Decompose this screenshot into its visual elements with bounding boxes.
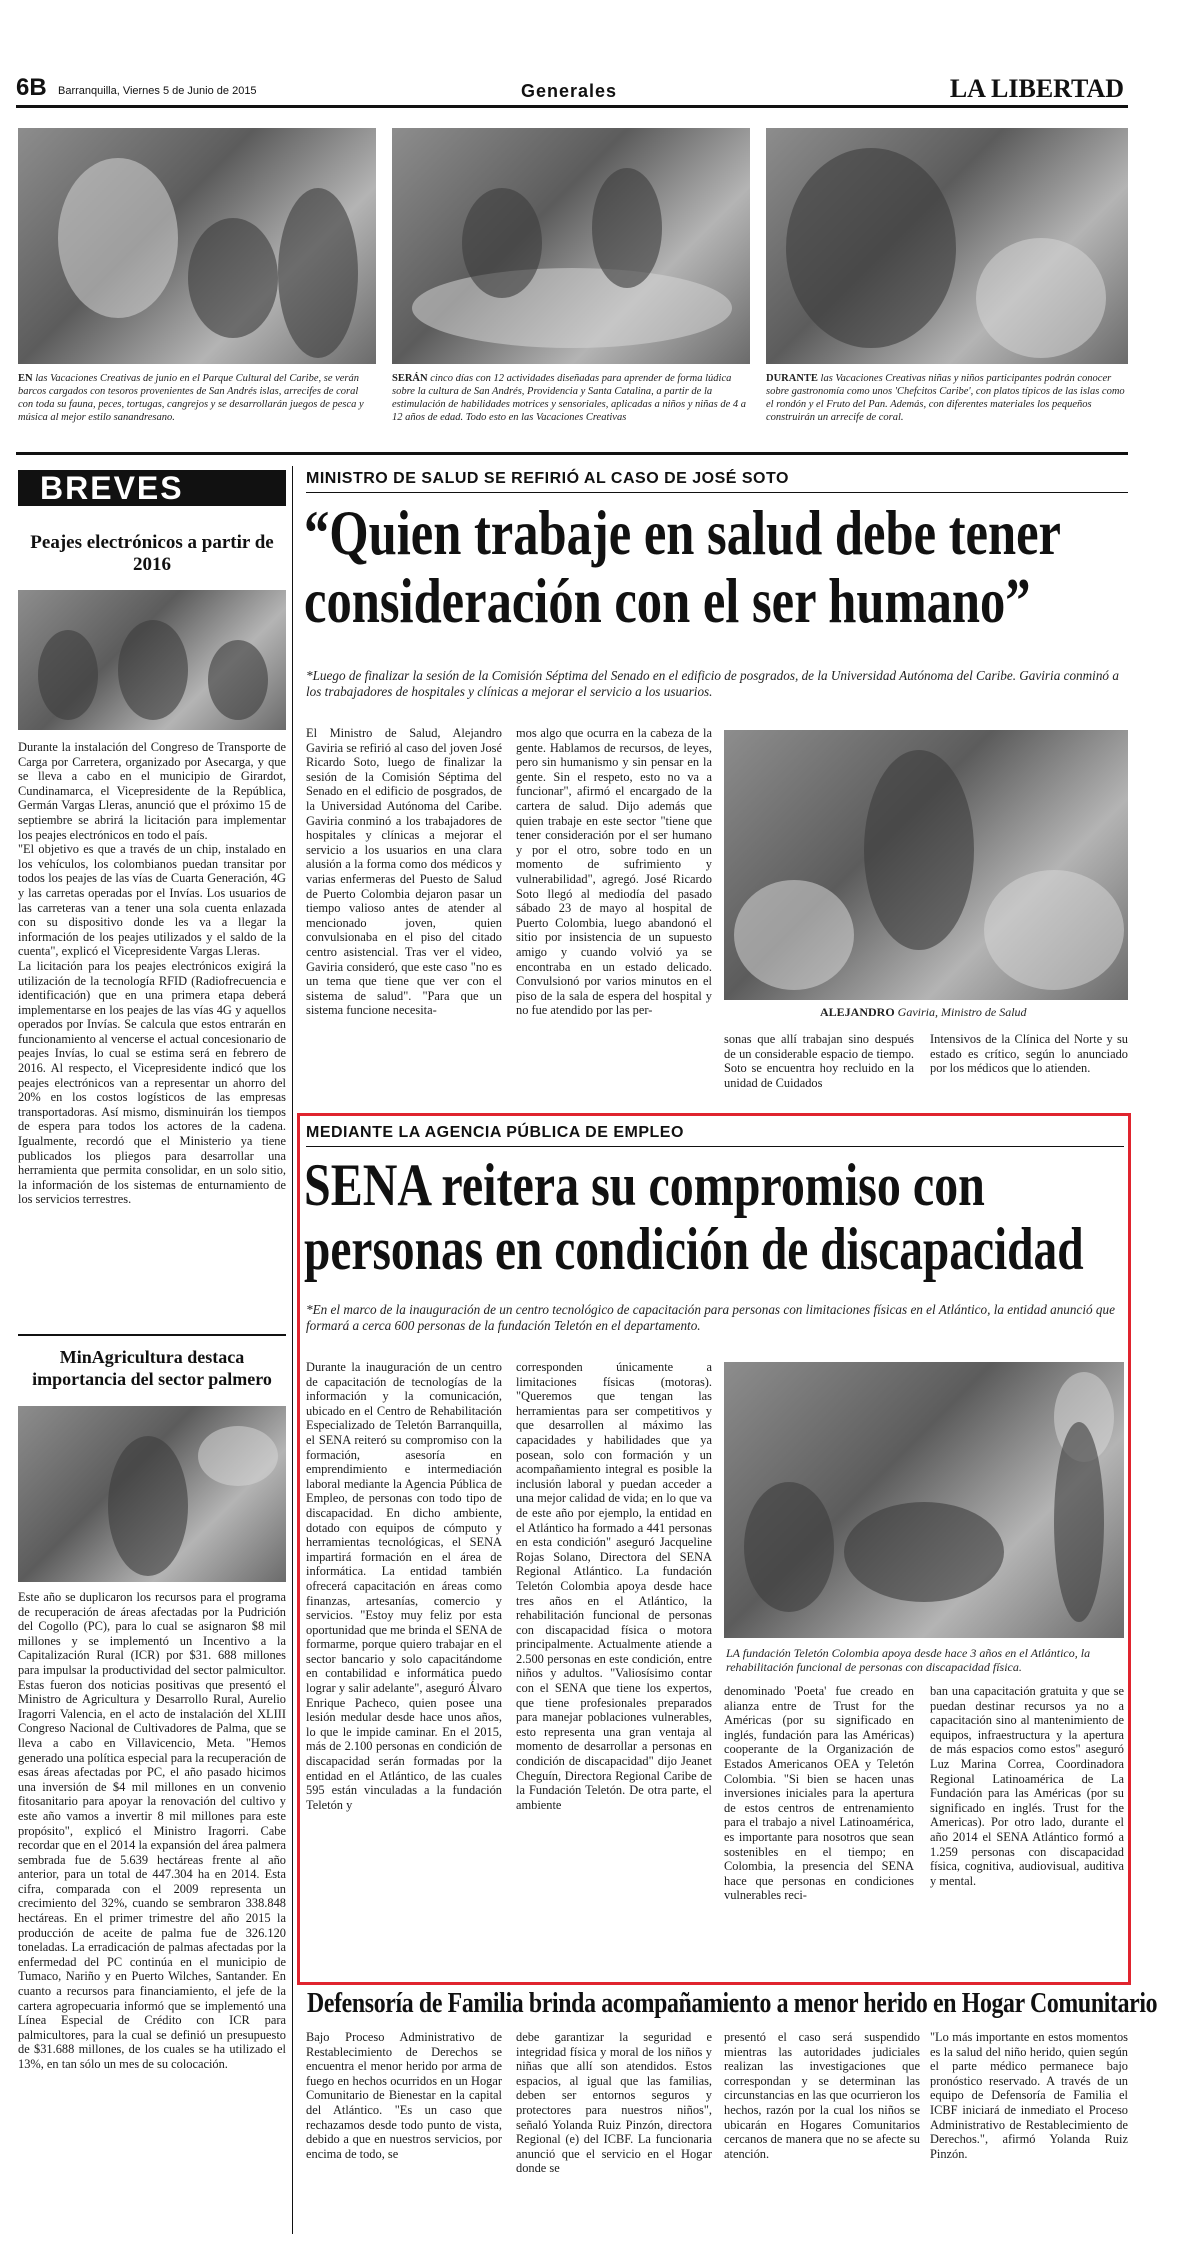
article2-headline-line2: personas en condición de discapacidad xyxy=(304,1216,1084,1282)
photo-chefcitos-caribe xyxy=(766,128,1128,364)
photo-congreso-palma xyxy=(18,1406,286,1582)
article1-kicker-rule xyxy=(306,492,1128,493)
article2-deck: *En el marco de la inauguración de un centro tecnológico de capacitación para personas con limitaciones físicas en el Atlántico, la entidad anunció que formará a cerca 600 personas de la fundación Teletón en el departamento. xyxy=(306,1302,1115,1333)
article3-col3: presentó el caso será suspendido mientras las autoridades judiciales realizan las investigaciones que correspondan y se determinan las circunstancias en las que ocurrieron los hechos, razón por la cual los niños se ubicarán en Hogares Comunitarios cercanos de manera que no se afecte su atención. xyxy=(724,2030,920,2161)
article1-deck: *Luego de finalizar la sesión de la Comisión Séptima del Senado en el edificio de posgrados, de la Universidad Autónoma del Caribe. Gaviria conminó a los trabajadores de hospitales y clínicas a mejorar el servicio a los usuarios. xyxy=(306,668,1119,699)
photo-congreso-transporte xyxy=(18,590,286,730)
breves-item2-title: MinAgricultura destaca importancia del sector palmero xyxy=(32,1347,272,1389)
article2-col3: denominado 'Poeta' fue creado en alianza entre de Trust for the Américas (por su significado en inglés, fundación para las Américas) cooperante de la Organización de Estados Americanos OEA y Teletón Colombia. "Si bien se hacen unas inversiones iniciales para la apertura de estos centros de entrenamiento para el trabajo a nivel Latinoamérica, es importante para nosotros que sean sostenibles en el tiempo; en Colombia, la presencia del SENA hace que personas en condiciones vulnerables reci- xyxy=(724,1684,914,1903)
article1-headline-line1: “Quien trabaje en salud debe tener xyxy=(304,497,1061,568)
article1-col1: El Ministro de Salud, Alejandro Gaviria se refirió al caso del joven José Ricardo Soto, luego de finalizar la sesión de la Comisión Séptima del Senado en el edificio de posgrados, de la Universidad Autónoma del Caribe. Gaviria conminó a los trabajadores de hospitales y clínicas a mejorar el servicio a los usuarios en una clara alusión a la forma como dos médicos y varias enfermeras del Puesto de Salud de Puerto Colombia dejaron pasar un tiempo valioso antes de atender al mencionado joven, quien convulsionaba en el piso del citado centro asistencial. Tras ver el video, Gaviria consideró, que este caso "no es un tema que tiene que ver con el sistema de salud". "Para que un sistema funcione necesita- xyxy=(306,726,502,1018)
article3-col2: debe garantizar la seguridad e integridad física y moral de los niños y niñas que allí son atendidos. Estos espacios, al igual que las familias, deben ser entornos seguros y protectores para nuestros niños", señaló Yolanda Ruiz Pinzón, directora Regional (e) del ICBF. La funcionaria anunció que el servicio en el Hogar donde se xyxy=(516,2030,712,2176)
article3-col1: Bajo Proceso Administrativo de Restablecimiento de Derechos se encuentra el menor herido por arma de fuego en hechos ocurridos en un Hogar Comunitario de Bienestar en la capital del Atlántico. "Es un caso que rechazamos desde todo punto de vista, debido a que en nuestros servicios, por encima de todo, se xyxy=(306,2030,502,2161)
photo-san-andres-actividades xyxy=(392,128,750,364)
page-number: 6B xyxy=(16,74,47,101)
article2-col1: Durante la inauguración de un centro de capacitación de tecnologías de la información y la comunicación, ubicado en el Centro de Rehabilitación Especializado de Teletón Barranquilla, el SENA reiteró su compromiso con la formación, asesoría en emprendimiento e intermediación laboral mediante la Agencia Pública de Empleo, de personas con todo tipo de discapacidad. En dicho ambiente, dotado con equipos de cómputo y herramientas tecnológicas, el SENA impartirá formación en el área de informática. La entidad también ofrecerá capacitación en áreas como finanzas, artesanías, comercio y servicios. "Estoy muy feliz por esta oportunidad que me brinda el SENA de formarme, porque quiero trabajar en el sector bancario y solo capacitándome en contabilidad e informática puedo lograr y salir adelante", aseguró Álvaro Enrique Pacheco, quien posee una lesión medular desde hace unos años, lo que le impide caminar. En el 2015, más de 2.100 personas en condición de discapacidad serán formadas por la entidad en el Atlántico, de las cuales 595 están vinculadas a la fundación Teletón y xyxy=(306,1360,502,1812)
photo-caption-1: EN las Vacaciones Creativas de junio en el Parque Cultural del Caribe, se verán barcos cargados con tesoros provenientes de San Andrés islas, arrecifes de coral con toda su fauna, peces, tortugas, cangrejos y se desarrollarán juegos de pesca y música al mejor estilo sanandresano. xyxy=(18,373,364,423)
newspaper-name: LA LIBERTAD xyxy=(949,74,1124,103)
breves-item1-body: Durante la instalación del Congreso de Transporte de Carga por Carretera, organizado por Asecarga, y que se lleva a cabo en el municipio de Girardot, Cundinamarca, el Vicepresidente de la República, Germán Vargas Lleras, anunció que el próximo 15 de septiembre se abrirá la licitación para implementar los peajes electrónicos en todo el país. "El objetivo es que a través de un chip, instalado en los vehículos, los colombianos puedan transitar por todos los peajes de las vías de Cuarta Generación, 4G y las carretas operadas por el Invías. Los usuarios de las carreteras van a tener una sola cuenta enlazada con su dispositivo donde les va a llegar la información de los peajes utilizados y el saldo de la cuenta", explicó el Vicepresidente Vargas Lleras. La licitación para los peajes electrónicos exigirá la utilización de la tecnología RFID (Radiofrecuencia e identificación) que en una primera etapa deberá implementarse en los peajes de las vías 4G y aquellos operados por Invías. Se calcula que estos entrarán en funcionamiento al vencerse el actual concesionario de peajes Invías, lo cual se estima será en febrero de 2016. Al respecto, el Vicepresidente indicó que los peajes electrónicos van a representar un ahorro del 20% en los costos logísticos de las empresas transportadoras. Así mismo, disminuirán los tiempos de espera para todos los actores de la cadena. Igualmente, recordó que el Ministerio ya tiene publicados los pliegos para desarrollar una herramienta que permita consolidar, en un solo sitio, la información de los sistemas de enturnamiento de los servicios terrestres. xyxy=(18,740,286,1207)
top-divider xyxy=(16,452,1128,455)
photo-caption-3: DURANTE las Vacaciones Creativas niñas y niños participantes podrán conocer sobre gastronomía como unos 'Chefcitos Caribe', con platos típicos de las islas como el rondón y el Fruto del Pan. Además, con diferentes materiales los pequeños construirán un arrecife de coral. xyxy=(766,373,1125,423)
article1-kicker: MINISTRO DE SALUD SE REFIRIÓ AL CASO DE JOSÉ SOTO xyxy=(306,470,789,487)
article2-headline-line1: SENA reitera su compromiso con xyxy=(304,1152,985,1218)
article2-kicker-rule xyxy=(306,1146,1124,1147)
photo-caption-2: SERÁN cinco días con 12 actividades diseñadas para aprender de forma lúdica sobre la cultura de San Andrés, Providencia y Santa Catalina, a partir de la estimulación de habilidades motrices y sensoriales, aplicadas a niños y niñas de 4 a 12 años de edad. Todo esto en las Vacaciones Creativas xyxy=(392,373,747,423)
article1-col2: mos algo que ocurra en la cabeza de la gente. Hablamos de recursos, de leyes, pero sin humanismo y sin pensar en la gente. Sin el respeto, esto no va a funcionar", afirmó el encargado de la cartera de salud. Dijo además que quien trabaje en este sector "tiene que tener consideración por el ser humano y por el otro, sobre todo en un momento de sufrimiento y vulnerabilidad", agregó. José Ricardo Soto llegó al mediodía del pasado sábado 23 de mayo al hospital de Puerto Colombia, luego abandonó el sitio por insistencia de un supuesto amigo y cuando volvió ya se encontraba en un estado delicado. Convulsionó por varios minutos en el piso de la sala de espera del hospital y no fue atendido por las per- xyxy=(516,726,712,1018)
breves-item1-title: Peajes electrónicos a partir de 2016 xyxy=(30,532,274,575)
breves-item2-body: Este año se duplicaron los recursos para el programa de recuperación de áreas afectadas por la Pudrición del Cogollo (PC), para lo cual se asignaron $8 mil millones y se implementó un Incentivo a la Capitalización Rural (ICR) por $31. 688 millones para impulsar la productividad del sector palmicultor. Estas fueron dos noticias positivas que presentó el Ministro de Agricultura y Desarrollo Rural, Aurelio Iragorri Valencia, en el acto de instalación del XLIII Congreso Nacional de Cultivadores de Palma, que se lleva a cabo en Villavicencio, Meta. "Hemos generado una política especial para la recuperación de esas áreas afectadas por PC, el año pasado hicimos una inversión de $4 mil millones en un convenio fitosanitario para apoyar la renovación del cultivo y este año vamos a invertir 8 mil millones para este propósito", explicó el Ministro Iragorri. Cabe recordar que en el 2014 la expansión del área palmera sembrada fue de 5.639 hectáreas frente al año anterior, para un total de 447.304 ha en 2014. Esta cifra, comparada con el 2009 representa un crecimiento del 32%, cuando se sembraron 338.848 hectáreas. En el primer trimestre del año 2015 la producción de aceite de palma fue de 326.120 toneladas. La erradicación de palmas afectadas por la enfermedad del PC continúa en el municipio de Tumaco, Nariño y en Puerto Wilches, Santander. En cuanto a recursos para financiamiento, el jefe de la cartera agropecuaria informó que se implementó una Línea Especial de Crédito con ICR para palmicultores, para la cual se definió un presupuesto de $31.688 millones, de los cuales se ha utilizado el 13%, en tan sólo un mes de su colocación. xyxy=(18,1590,286,2071)
article3-col4: "Lo más importante en estos momentos es la salud del niño herido, quien según el parte médico permanece bajo pronóstico reservado. A través de un equipo de Defensoría de Familia el ICBF iniciará de inmediato el Proceso Administrativo de Restablecimiento de Derechos.", afirmó Yolanda Ruiz Pinzón. xyxy=(930,2030,1128,2161)
article1-photo-caption: ALEJANDRO Gaviria, Ministro de Salud xyxy=(820,1005,1027,1019)
photo-ministro-gaviria xyxy=(724,730,1128,1000)
article2-kicker: MEDIANTE LA AGENCIA PÚBLICA DE EMPLEO xyxy=(306,1124,684,1141)
article2-col2: corresponden únicamente a limitaciones físicas (motoras). "Queremos que tengan las herramientas para ser competitivos y que desarrollen al máximo las capacidades y habilidades que ya posean, solo con formación y un acompañamiento integral es posible la inclusión laboral y puedan acceder a una mejor calidad de vida; en lo que va de este año por ejemplo, la entidad en el Atlántico ha formado a 441 personas en esta condición" aseguró Jacqueline Rojas Solano, Directora del SENA Regional Atlántico. La fundación Teletón Colombia apoya desde hace tres años en el Atlántico, la rehabilitación funcional de personas con discapacidad física o motora principalmente. Actualmente atiende a 2.500 personas en este condición, entre niños y adultos. "Valiosísimo contar con el SENA que tiene los expertos, que tiene profesionales preparados para manejar poblaciones vulnerables, esto representa una gran ventaja al momento de desarrollar a personas en condición de discapacidad" dijo Jeanet Cheguín, Directora Regional Caribe de la Fundación Teletón. De otra parte, el ambiente xyxy=(516,1360,712,1812)
dateline: Barranquilla, Viernes 5 de Junio de 2015 xyxy=(58,85,257,97)
section-title: Generales xyxy=(521,81,618,101)
article1-col3: sonas que allí trabajan sino después de un considerable espacio de tiempo. Soto se encuentra hoy recluido en la unidad de Cuidados xyxy=(724,1032,914,1090)
article2-photo-caption: LA fundación Teletón Colombia apoya desde hace 3 años en el Atlántico, la rehabilitación funcional de personas con discapacidad física. xyxy=(726,1646,1091,1674)
article3-headline: Defensoría de Familia brinda acompañamiento a menor herido en Hogar Comunitario xyxy=(307,1988,1158,2019)
masthead xyxy=(16,72,1128,108)
photo-teleton-sena xyxy=(724,1362,1124,1638)
article1-col4: Intensivos de la Clínica del Norte y su estado es crítico, según lo anunciado por los médicos que lo atienden. xyxy=(930,1032,1128,1076)
photo-parque-cultural xyxy=(18,128,376,364)
article1-headline-line2: consideración con el ser humano” xyxy=(304,565,1031,636)
article2-col4: ban una capacitación gratuita y que se puedan destinar recursos ya no a capacitación sino al mantenimiento de equipos, infraestructura y la apertura de más espacios como estos" aseguró Luz Marina Correa, Coordinadora Regional Latinoamérica de La Fundación para las Américas (por su significado en inglés. Trust for the Americas). Por otro lado, durante el año 2014 el SENA Atlántico formó a 1.259 personas con discapacidad física, cognitiva, audiovisual, auditiva y mental. xyxy=(930,1684,1124,1888)
breves-label: BREVES xyxy=(18,470,286,506)
sidebar-vertical-rule xyxy=(292,466,293,2234)
breves-divider xyxy=(18,1334,286,1336)
